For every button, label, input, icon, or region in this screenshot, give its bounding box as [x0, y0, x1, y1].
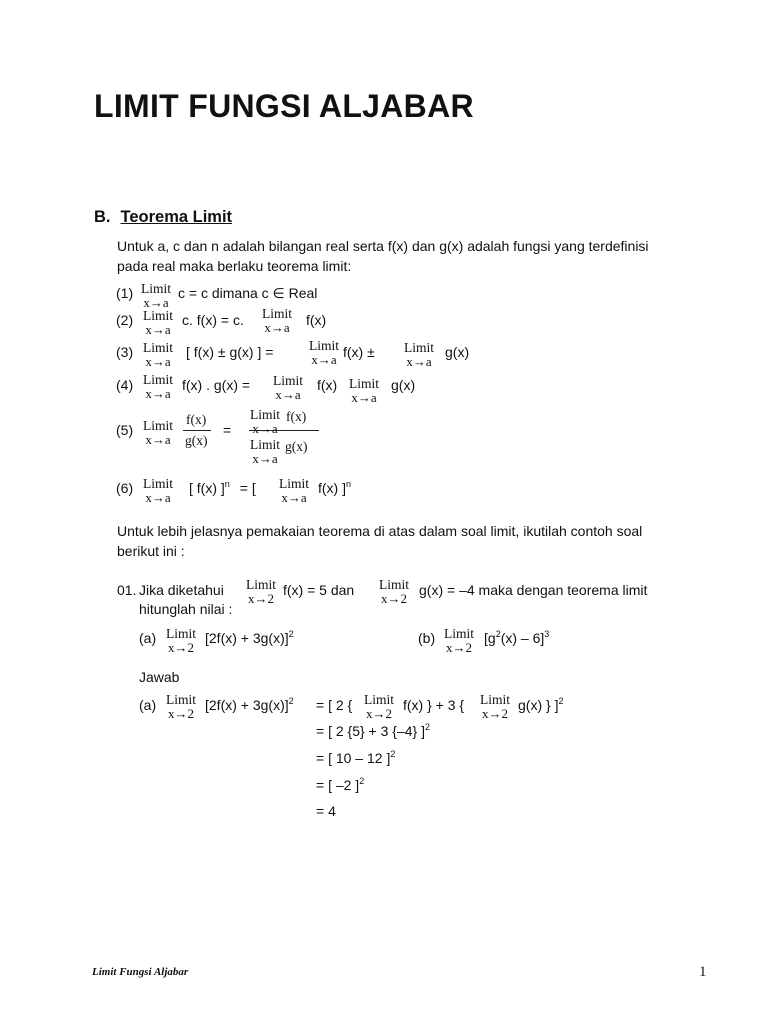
problem-text-3: g(x) = –4 maka dengan teorema limit [419, 582, 648, 598]
answer-step: = 4 [316, 803, 336, 819]
limit-notation: Limit x→a [250, 437, 280, 466]
limit-notation: Limit x→2 [480, 692, 510, 721]
paragraph-2-line-1: Untuk lebih jelasnya pemakaian teorema di atas dalam soal limit, ikutilah contoh soal [117, 523, 643, 539]
limit-notation: Limit x→a [273, 373, 303, 402]
limit-notation: Limit x→2 [379, 577, 409, 606]
theorem-6-label: (6) [116, 480, 134, 496]
theorem-5-denominator: g(x) [185, 433, 208, 448]
limit-notation: Limit x→a [141, 281, 171, 310]
answer-line-1-eq: = [ 2 { [316, 697, 353, 713]
section-letter: B. [94, 208, 111, 226]
answer-step: = [ 2 {5} + 3 {–4} ]$^2$ [316, 722, 431, 739]
answer-a-label: (a) [139, 697, 157, 713]
problem-text-2: f(x) = 5 dan [283, 582, 355, 598]
theorem-3-body-2: f(x) ± [343, 344, 375, 360]
theorem-2-body-2: f(x) [306, 312, 327, 328]
section-heading [94, 208, 232, 227]
theorem-3-body-1: [ f(x) ± g(x) ] = [186, 344, 274, 360]
problem-number: 01. [117, 582, 137, 598]
theorem-5-equals: = [223, 422, 232, 438]
limit-notation: Limit x→2 [166, 626, 196, 655]
theorem-5-right-numerator: f(x) [286, 409, 307, 424]
theorem-1-label: (1) [116, 285, 134, 301]
theorem-1-body: c = c dimana c ∈ Real [178, 285, 318, 301]
theorem-3-body-3: g(x) [445, 344, 470, 360]
answer-line-1-end: g(x) } ]$^2$ [518, 696, 564, 713]
problem-a-expression: $[2f(x) + 3g(x)]^2$ [205, 629, 294, 646]
answer-line-1-mid: f(x) } + 3 { [403, 697, 465, 713]
problem-a-label: (a) [139, 630, 157, 646]
theorem-5-label: (5) [116, 422, 134, 438]
theorem-6-body-2: f(x) ]$^n$ [318, 479, 352, 496]
limit-notation: Limit x→2 [444, 626, 474, 655]
limit-notation: Limit x→a [143, 372, 173, 401]
footer-title: Limit Fungsi Aljabar [92, 966, 189, 978]
limit-notation: Limit x→a [143, 418, 173, 447]
limit-notation: Limit x→a [143, 340, 173, 369]
limit-notation: Limit x→2 [166, 692, 196, 721]
theorem-6-body: [ f(x) ]$^n$ = [ [189, 479, 256, 496]
theorem-5-numerator: f(x) [186, 412, 207, 427]
section-title: Teorema Limit [120, 208, 233, 226]
theorem-5-right-denominator: g(x) [285, 439, 308, 454]
fraction-line [183, 430, 211, 431]
page-number: 1 [699, 964, 707, 980]
limit-notation: Limit x→a [309, 338, 339, 367]
theorem-3-label: (3) [116, 344, 134, 360]
answer-step: = [ –2 ]$^2$ [316, 776, 365, 793]
limit-notation: Limit x→a [262, 306, 292, 335]
limit-notation: Limit x→a [250, 407, 280, 436]
intro-line-1: Untuk a, c dan n adalah bilangan real serta f(x) dan g(x) adalah fungsi yang terdefinisi [117, 238, 649, 254]
limit-notation: Limit x→a [349, 376, 379, 405]
problem-text-4: hitunglah nilai : [139, 601, 233, 617]
page-title: LIMIT FUNGSI ALJABAR [94, 88, 474, 124]
theorem-2-label: (2) [116, 312, 134, 328]
problem-text-1: Jika diketahui [139, 582, 224, 598]
limit-notation: Limit x→a [404, 340, 434, 369]
limit-notation: Limit x→a [143, 476, 173, 505]
answer-step: = [ 10 – 12 ]$^2$ [316, 749, 396, 766]
problem-b-expression: $[g^2(x) - 6]^3$ [484, 629, 550, 646]
theorem-4-body-3: g(x) [391, 377, 416, 393]
paragraph-2-line-2: berikut ini : [117, 543, 185, 559]
limit-notation: Limit x→a [143, 308, 173, 337]
limit-notation: Limit x→2 [364, 692, 394, 721]
theorem-4-body-2: f(x) [317, 377, 338, 393]
fraction-line [249, 430, 319, 431]
intro-line-2: pada real maka berlaku teorema limit: [117, 258, 352, 274]
theorem-4-label: (4) [116, 377, 134, 393]
answer-heading: Jawab [139, 669, 180, 685]
theorem-4-body-1: f(x) . g(x) = [182, 377, 251, 393]
problem-b-label: (b) [418, 630, 436, 646]
theorem-2-body-1: c. f(x) = c. [182, 312, 244, 328]
answer-line-1-lhs: $[2f(x) + 3g(x)]^2$ [205, 696, 294, 713]
limit-notation: Limit x→2 [246, 577, 276, 606]
limit-notation: Limit x→a [279, 476, 309, 505]
